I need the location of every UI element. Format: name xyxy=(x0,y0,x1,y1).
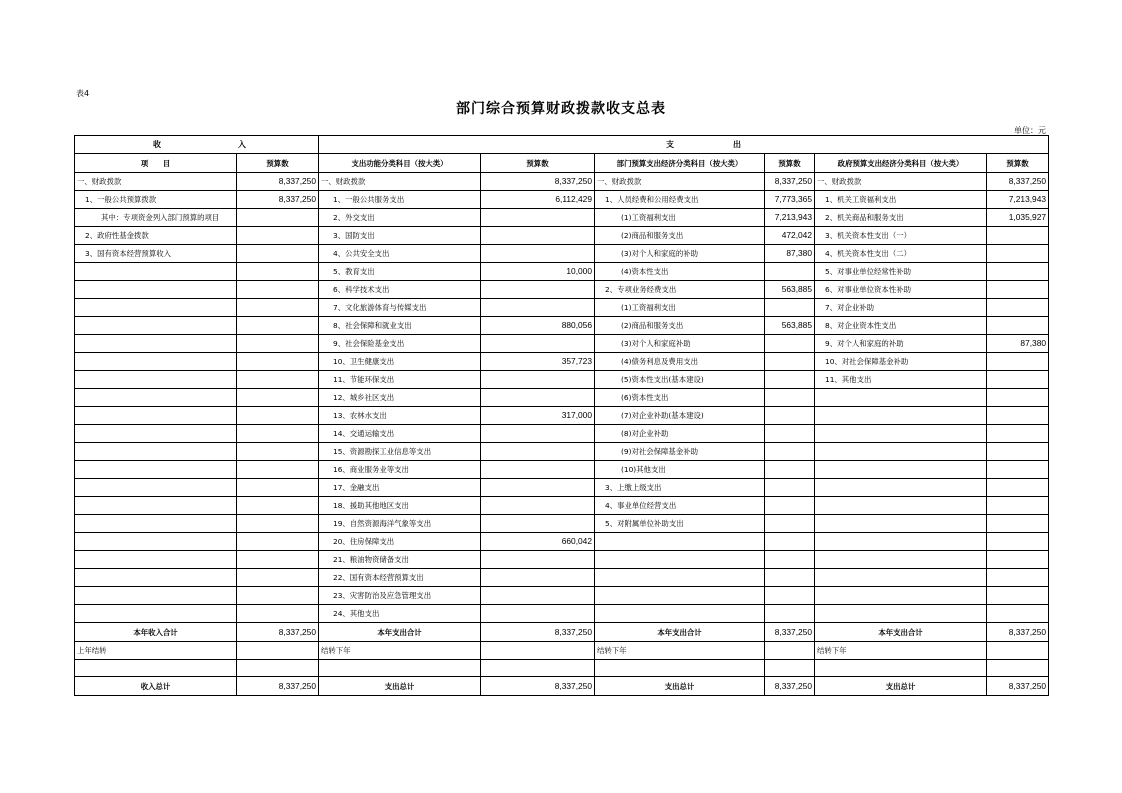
table-cell xyxy=(481,227,595,245)
table-row xyxy=(75,425,1049,443)
table-cell: 12、城乡社区支出 xyxy=(319,389,481,407)
table-cell: 11、节能环保支出 xyxy=(319,371,481,389)
table-cell: (9)对社会保障基金补助 xyxy=(595,443,765,461)
table-cell: 8,337,250 xyxy=(481,623,595,642)
table-cell xyxy=(481,335,595,353)
col-header-budget: 预算数 xyxy=(237,154,319,173)
table-cell xyxy=(815,443,987,461)
table-cell xyxy=(481,389,595,407)
table-cell xyxy=(481,551,595,569)
table-cell: 22、国有资本经营预算支出 xyxy=(319,569,481,587)
table-cell: 472,042 xyxy=(765,227,815,245)
table-cell: 1、机关工资福利支出 xyxy=(815,191,987,209)
table-cell: 660,042 xyxy=(481,533,595,551)
table-cell xyxy=(481,299,595,317)
table-cell xyxy=(75,605,237,623)
table-cell xyxy=(765,263,815,281)
table-cell: 1、一般公共预算拨款 xyxy=(75,191,237,209)
table-cell xyxy=(237,425,319,443)
table-cell: 本年支出合计 xyxy=(815,623,987,642)
table-cell xyxy=(987,353,1049,371)
table-cell xyxy=(237,407,319,425)
table-cell xyxy=(481,587,595,605)
table-cell xyxy=(765,642,815,660)
table-row xyxy=(75,407,1049,425)
table-cell: 本年收入合计 xyxy=(75,623,237,642)
table-cell: 21、粮油物资储备支出 xyxy=(319,551,481,569)
table-cell xyxy=(237,227,319,245)
table-cell xyxy=(237,371,319,389)
table-cell xyxy=(237,335,319,353)
income-header xyxy=(75,136,319,154)
table-cell: 11、其他支出 xyxy=(815,371,987,389)
table-cell xyxy=(987,497,1049,515)
table-cell xyxy=(237,353,319,371)
table-cell: 1、人员经费和公用经费支出 xyxy=(595,191,765,209)
table-cell: 6,112,429 xyxy=(481,191,595,209)
table-cell: (8)对企业补助 xyxy=(595,425,765,443)
table-cell xyxy=(75,461,237,479)
table-cell xyxy=(237,389,319,407)
table-cell: 8,337,250 xyxy=(237,191,319,209)
table-cell xyxy=(987,371,1049,389)
table-cell: 17、金融支出 xyxy=(319,479,481,497)
table-cell xyxy=(765,389,815,407)
table-cell: 563,885 xyxy=(765,317,815,335)
table-cell xyxy=(237,479,319,497)
table-cell: 23、灾害防治及应急管理支出 xyxy=(319,587,481,605)
table-cell xyxy=(765,299,815,317)
table-cell xyxy=(481,515,595,533)
year-total-row xyxy=(75,623,1049,642)
table-cell xyxy=(75,407,237,425)
table-cell: 7、文化旅游体育与传媒支出 xyxy=(319,299,481,317)
table-cell: 19、自然资源海洋气象等支出 xyxy=(319,515,481,533)
table-cell xyxy=(987,461,1049,479)
table-cell xyxy=(987,263,1049,281)
table-cell: 8,337,250 xyxy=(481,173,595,191)
table-row xyxy=(75,227,1049,245)
table-cell xyxy=(319,660,481,677)
table-cell xyxy=(75,569,237,587)
table-cell: 357,723 xyxy=(481,353,595,371)
table-cell xyxy=(987,389,1049,407)
table-cell: 3、国有资本经营预算收入 xyxy=(75,245,237,263)
table-cell: (7)对企业补助(基本建设) xyxy=(595,407,765,425)
table-cell xyxy=(75,443,237,461)
table-cell: 10、对社会保障基金补助 xyxy=(815,353,987,371)
table-cell xyxy=(765,533,815,551)
table-cell xyxy=(237,642,319,660)
table-cell: 1,035,927 xyxy=(987,209,1049,227)
table-cell: (1)工资福利支出 xyxy=(595,299,765,317)
table-row xyxy=(75,515,1049,533)
table-cell xyxy=(481,605,595,623)
header-row-1 xyxy=(75,136,1049,154)
expense-header xyxy=(319,136,1049,154)
table-row xyxy=(75,281,1049,299)
table-row xyxy=(75,371,1049,389)
table-cell xyxy=(765,461,815,479)
table-cell xyxy=(765,497,815,515)
table-cell: 7,773,365 xyxy=(765,191,815,209)
table-cell: 6、科学技术支出 xyxy=(319,281,481,299)
table-cell xyxy=(481,569,595,587)
table-cell: 16、商业服务业等支出 xyxy=(319,461,481,479)
table-cell: 20、住房保障支出 xyxy=(319,533,481,551)
table-cell: (2)商品和服务支出 xyxy=(595,227,765,245)
table-cell: 一、财政拨款 xyxy=(75,173,237,191)
table-cell xyxy=(75,551,237,569)
table-cell: 一、财政拨款 xyxy=(595,173,765,191)
table-cell xyxy=(987,407,1049,425)
carry-over-row xyxy=(75,642,1049,660)
table-cell: 15、资源勘探工业信息等支出 xyxy=(319,443,481,461)
table-cell: 结转下年 xyxy=(595,642,765,660)
table-row xyxy=(75,317,1049,335)
table-cell: 支出总计 xyxy=(595,677,765,696)
table-cell: 8,337,250 xyxy=(987,677,1049,696)
table-cell xyxy=(237,660,319,677)
table-cell xyxy=(987,443,1049,461)
table-row xyxy=(75,173,1049,191)
table-row xyxy=(75,605,1049,623)
table-cell: 支出总计 xyxy=(319,677,481,696)
table-cell: 7,213,943 xyxy=(987,191,1049,209)
table-cell: (1)工资福利支出 xyxy=(595,209,765,227)
table-cell xyxy=(75,353,237,371)
table-cell: 4、事业单位经营支出 xyxy=(595,497,765,515)
table-cell xyxy=(481,425,595,443)
table-cell xyxy=(237,605,319,623)
table-cell xyxy=(815,497,987,515)
table-row xyxy=(75,389,1049,407)
table-row xyxy=(75,209,1049,227)
table-cell xyxy=(237,515,319,533)
table-cell xyxy=(815,389,987,407)
col-header-budget: 预算数 xyxy=(765,154,815,173)
table-row xyxy=(75,587,1049,605)
table-number: 表4 xyxy=(76,89,90,98)
table-cell xyxy=(237,551,319,569)
table-row xyxy=(75,353,1049,371)
table-row xyxy=(75,335,1049,353)
table-cell xyxy=(75,281,237,299)
table-row xyxy=(75,299,1049,317)
table-cell xyxy=(765,353,815,371)
table-cell xyxy=(481,479,595,497)
table-row xyxy=(75,443,1049,461)
table-cell xyxy=(815,407,987,425)
expense-header-char-2: 出 xyxy=(733,140,742,149)
table-cell: 一、财政拨款 xyxy=(319,173,481,191)
table-cell: (6)资本性支出 xyxy=(595,389,765,407)
table-cell xyxy=(987,425,1049,443)
table-cell xyxy=(481,281,595,299)
table-cell xyxy=(75,335,237,353)
table-cell xyxy=(815,425,987,443)
table-cell: 4、公共安全支出 xyxy=(319,245,481,263)
table-cell xyxy=(237,533,319,551)
table-cell: (3)对个人和家庭的补助 xyxy=(595,245,765,263)
table-cell xyxy=(987,569,1049,587)
table-cell: 8、社会保障和就业支出 xyxy=(319,317,481,335)
table-cell xyxy=(75,389,237,407)
grand-total-row xyxy=(75,677,1049,696)
table-cell: 8、对企业资本性支出 xyxy=(815,317,987,335)
table-cell xyxy=(765,515,815,533)
table-cell: 2、机关商品和服务支出 xyxy=(815,209,987,227)
table-cell xyxy=(75,263,237,281)
table-cell: 7、对企业补助 xyxy=(815,299,987,317)
income-header-char-1: 收 xyxy=(153,140,161,149)
table-cell xyxy=(75,497,237,515)
table-cell: 10、卫生健康支出 xyxy=(319,353,481,371)
table-row xyxy=(75,551,1049,569)
page-title: 部门综合预算财政拨款收支总表 xyxy=(456,101,666,117)
table-cell xyxy=(237,587,319,605)
table-cell xyxy=(987,587,1049,605)
table-cell: 8,337,250 xyxy=(765,173,815,191)
table-row xyxy=(75,263,1049,281)
table-cell xyxy=(237,497,319,515)
table-cell xyxy=(237,569,319,587)
table-cell xyxy=(765,605,815,623)
table-cell: 8,337,250 xyxy=(987,623,1049,642)
col-header-dept: 部门预算支出经济分类科目（按大类） xyxy=(595,154,765,173)
table-cell xyxy=(987,642,1049,660)
table-cell: 5、对事业单位经常性补助 xyxy=(815,263,987,281)
table-cell xyxy=(765,335,815,353)
table-cell: 8,337,250 xyxy=(237,677,319,696)
table-cell xyxy=(987,605,1049,623)
table-cell xyxy=(237,299,319,317)
col-header-budget: 预算数 xyxy=(987,154,1049,173)
table-cell: 2、政府性基金拨款 xyxy=(75,227,237,245)
table-cell xyxy=(481,497,595,515)
table-cell xyxy=(987,533,1049,551)
table-cell xyxy=(237,245,319,263)
blank-row xyxy=(75,660,1049,677)
table-cell: 8,337,250 xyxy=(237,623,319,642)
table-cell xyxy=(595,587,765,605)
table-cell: (5)资本性支出(基本建设) xyxy=(595,371,765,389)
table-cell xyxy=(987,281,1049,299)
table-cell xyxy=(75,660,237,677)
table-cell: (4)资本性支出 xyxy=(595,263,765,281)
table-cell: 24、其他支出 xyxy=(319,605,481,623)
table-cell xyxy=(765,407,815,425)
table-cell xyxy=(815,551,987,569)
table-cell xyxy=(481,660,595,677)
table-cell: 结转下年 xyxy=(319,642,481,660)
table-cell xyxy=(237,209,319,227)
table-cell: 14、交通运输支出 xyxy=(319,425,481,443)
income-header-char-2: 入 xyxy=(238,140,246,149)
table-cell xyxy=(987,660,1049,677)
table-cell xyxy=(815,479,987,497)
table-cell xyxy=(75,515,237,533)
table-cell xyxy=(987,479,1049,497)
header-row-2 xyxy=(75,154,1049,173)
table-row xyxy=(75,569,1049,587)
table-cell: 317,000 xyxy=(481,407,595,425)
table-cell: 3、机关资本性支出（一） xyxy=(815,227,987,245)
table-cell xyxy=(75,425,237,443)
table-cell: 其中：专项资金列入部门预算的项目 xyxy=(75,209,237,227)
table-cell xyxy=(595,533,765,551)
table-cell xyxy=(765,371,815,389)
table-cell xyxy=(481,443,595,461)
table-cell xyxy=(75,317,237,335)
table-cell xyxy=(987,227,1049,245)
table-cell xyxy=(481,209,595,227)
table-cell xyxy=(765,660,815,677)
table-cell xyxy=(765,425,815,443)
budget-table xyxy=(74,135,1049,696)
table-cell: 3、上缴上级支出 xyxy=(595,479,765,497)
table-cell xyxy=(815,461,987,479)
table-cell xyxy=(765,569,815,587)
table-cell xyxy=(595,569,765,587)
table-cell xyxy=(595,660,765,677)
unit-label: 单位：元 xyxy=(1014,126,1046,135)
table-cell xyxy=(815,515,987,533)
table-cell: 87,380 xyxy=(987,335,1049,353)
table-cell: 8,337,250 xyxy=(765,623,815,642)
table-cell xyxy=(237,263,319,281)
col-header-budget: 预算数 xyxy=(481,154,595,173)
table-cell: 3、国防支出 xyxy=(319,227,481,245)
table-cell xyxy=(987,515,1049,533)
table-body xyxy=(75,173,1049,623)
table-cell xyxy=(987,317,1049,335)
table-cell: (3)对个人和家庭补助 xyxy=(595,335,765,353)
table-cell xyxy=(815,533,987,551)
table-cell: 5、教育支出 xyxy=(319,263,481,281)
table-cell: 10,000 xyxy=(481,263,595,281)
table-cell xyxy=(75,533,237,551)
table-cell: 8,337,250 xyxy=(481,677,595,696)
table-cell xyxy=(481,371,595,389)
table-cell: 上年结转 xyxy=(75,642,237,660)
table-cell: 支出总计 xyxy=(815,677,987,696)
table-row xyxy=(75,191,1049,209)
table-cell xyxy=(237,281,319,299)
table-cell: 7,213,943 xyxy=(765,209,815,227)
col-header-func: 支出功能分类科目（按大类） xyxy=(319,154,481,173)
table-row xyxy=(75,245,1049,263)
table-cell xyxy=(815,605,987,623)
table-row xyxy=(75,497,1049,515)
table-cell: (2)商品和服务支出 xyxy=(595,317,765,335)
table-cell xyxy=(481,642,595,660)
table-cell xyxy=(815,660,987,677)
table-cell: 4、机关资本性支出（二） xyxy=(815,245,987,263)
table-cell: 9、社会保险基金支出 xyxy=(319,335,481,353)
table-cell xyxy=(75,587,237,605)
expense-header-char-1: 支 xyxy=(666,140,674,149)
table-row xyxy=(75,479,1049,497)
table-cell xyxy=(75,299,237,317)
table-cell: 5、对附属单位补助支出 xyxy=(595,515,765,533)
table-cell: 8,337,250 xyxy=(765,677,815,696)
table-cell: 87,380 xyxy=(765,245,815,263)
table-cell xyxy=(765,479,815,497)
table-cell: 1、一般公共服务支出 xyxy=(319,191,481,209)
col-header-gov: 政府预算支出经济分类科目（按大类） xyxy=(815,154,987,173)
table-cell xyxy=(765,551,815,569)
table-cell: 6、对事业单位资本性补助 xyxy=(815,281,987,299)
table-cell: 18、援助其他地区支出 xyxy=(319,497,481,515)
table-cell xyxy=(595,605,765,623)
table-cell: 收入总计 xyxy=(75,677,237,696)
table-cell xyxy=(815,569,987,587)
table-cell: 880,056 xyxy=(481,317,595,335)
table-cell: 结转下年 xyxy=(815,642,987,660)
table-cell: 8,337,250 xyxy=(987,173,1049,191)
table-cell xyxy=(815,587,987,605)
table-cell xyxy=(987,551,1049,569)
table-row xyxy=(75,461,1049,479)
table-cell: 9、对个人和家庭的补助 xyxy=(815,335,987,353)
table-cell xyxy=(765,443,815,461)
table-cell: 13、农林水支出 xyxy=(319,407,481,425)
table-cell: (4)债务利息及费用支出 xyxy=(595,353,765,371)
table-cell xyxy=(987,299,1049,317)
table-row xyxy=(75,533,1049,551)
table-cell xyxy=(481,245,595,263)
table-cell: (10)其他支出 xyxy=(595,461,765,479)
table-cell: 一、财政拨款 xyxy=(815,173,987,191)
table-cell: 8,337,250 xyxy=(237,173,319,191)
table-cell xyxy=(75,479,237,497)
table-cell xyxy=(481,461,595,479)
table-cell xyxy=(75,371,237,389)
table-cell xyxy=(237,443,319,461)
table-cell: 2、外交支出 xyxy=(319,209,481,227)
table-cell: 2、专项业务经费支出 xyxy=(595,281,765,299)
table-cell: 563,885 xyxy=(765,281,815,299)
table-cell xyxy=(237,461,319,479)
table-cell: 本年支出合计 xyxy=(319,623,481,642)
table-cell xyxy=(595,551,765,569)
table-cell xyxy=(987,245,1049,263)
table-cell xyxy=(765,587,815,605)
table-cell xyxy=(237,317,319,335)
col-header-item: 项 目 xyxy=(75,154,237,173)
table-cell: 本年支出合计 xyxy=(595,623,765,642)
